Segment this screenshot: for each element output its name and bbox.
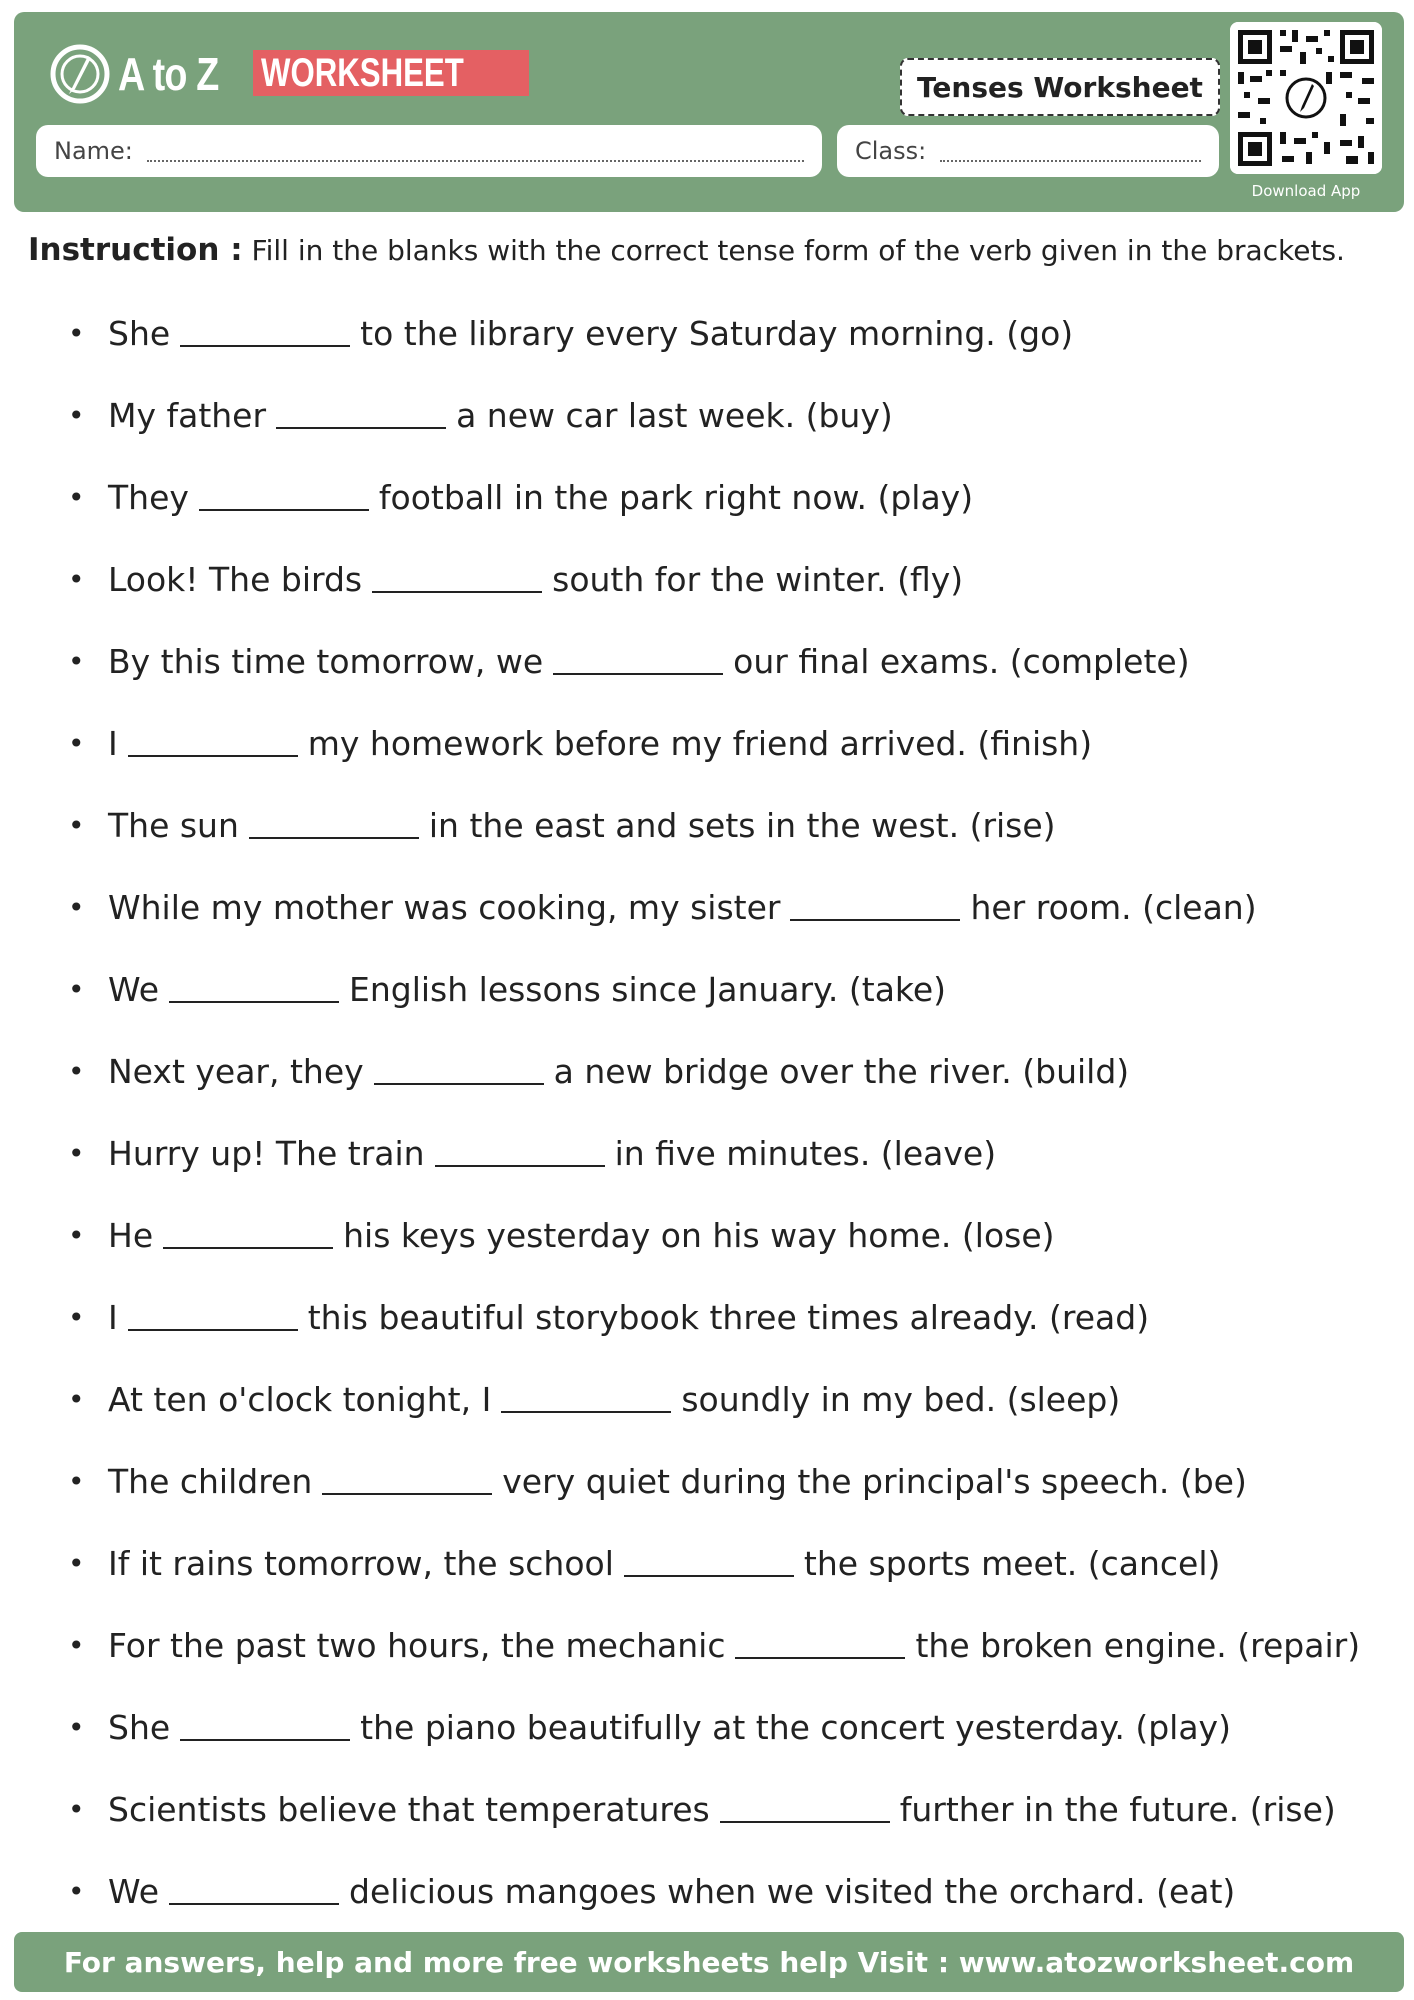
list-item bbox=[68, 702, 1368, 784]
bullet-icon: • bbox=[68, 1710, 85, 1744]
class-field[interactable] bbox=[837, 125, 1219, 177]
logo-highlight: WORKSHEET bbox=[253, 50, 529, 96]
question-text-before: The children bbox=[108, 1461, 313, 1501]
question-list bbox=[68, 292, 1368, 1932]
bullet-icon: • bbox=[68, 480, 85, 514]
question-text-before: While my mother was cooking, my sister bbox=[108, 887, 781, 927]
list-item bbox=[68, 1850, 1368, 1932]
question-text-after: in the east and sets in the west. (rise) bbox=[428, 805, 1056, 845]
question-text-after: her room. (clean) bbox=[970, 887, 1257, 927]
list-item bbox=[68, 1604, 1368, 1686]
question-text-before: She bbox=[108, 313, 171, 353]
question-text-before: I bbox=[108, 723, 118, 763]
answer-blank[interactable] bbox=[553, 647, 723, 675]
question-text-before: Scientists believe that temperatures bbox=[108, 1789, 710, 1829]
answer-blank[interactable] bbox=[128, 1303, 298, 1331]
question-text-after: this beautiful storybook three times already. (read) bbox=[307, 1297, 1150, 1337]
bullet-icon: • bbox=[68, 562, 85, 596]
list-item bbox=[68, 374, 1368, 456]
question-text-after: a new bridge over the river. (build) bbox=[553, 1051, 1130, 1091]
bullet-icon: • bbox=[68, 644, 85, 678]
worksheet-title: Tenses Worksheet bbox=[900, 58, 1220, 116]
qr-code-icon[interactable] bbox=[1230, 22, 1382, 174]
question-text-after: his keys yesterday on his way home. (lose) bbox=[343, 1215, 1055, 1255]
instruction-text: Fill in the blanks with the correct tense form of the verb given in the brackets. bbox=[242, 234, 1345, 267]
question-text-after: south for the winter. (fly) bbox=[552, 559, 964, 599]
answer-blank[interactable] bbox=[169, 1877, 339, 1905]
answer-blank[interactable] bbox=[276, 401, 446, 429]
answer-blank[interactable] bbox=[790, 893, 960, 921]
question-text-after: very quiet during the principal's speech. (be) bbox=[502, 1461, 1247, 1501]
bullet-icon: • bbox=[68, 1874, 85, 1908]
question-text-after: the broken engine. (repair) bbox=[915, 1625, 1361, 1665]
compass-pencil-icon bbox=[48, 42, 112, 106]
instruction-label: Instruction : bbox=[28, 232, 243, 268]
bullet-icon: • bbox=[68, 1546, 85, 1580]
bullet-icon: • bbox=[68, 316, 85, 350]
question-text-before: The sun bbox=[108, 805, 239, 845]
list-item bbox=[68, 1440, 1368, 1522]
list-item bbox=[68, 620, 1368, 702]
question-text-after: the piano beautifully at the concert yesterday. (play) bbox=[360, 1707, 1231, 1747]
question-text-after: in five minutes. (leave) bbox=[614, 1133, 997, 1173]
question-text-after: my homework before my friend arrived. (finish) bbox=[307, 723, 1093, 763]
question-text-before: For the past two hours, the mechanic bbox=[108, 1625, 726, 1665]
list-item bbox=[68, 1768, 1368, 1850]
answer-blank[interactable] bbox=[180, 1713, 350, 1741]
list-item bbox=[68, 1686, 1368, 1768]
answer-blank[interactable] bbox=[180, 319, 350, 347]
bullet-icon: • bbox=[68, 1218, 85, 1252]
list-item bbox=[68, 1030, 1368, 1112]
class-dotted-line bbox=[940, 140, 1201, 162]
answer-blank[interactable] bbox=[372, 565, 542, 593]
answer-blank[interactable] bbox=[169, 975, 339, 1003]
question-text-before: At ten o'clock tonight, I bbox=[108, 1379, 492, 1419]
question-text-before: I bbox=[108, 1297, 118, 1337]
list-item bbox=[68, 292, 1368, 374]
answer-blank[interactable] bbox=[249, 811, 419, 839]
list-item bbox=[68, 784, 1368, 866]
list-item bbox=[68, 866, 1368, 948]
answer-blank[interactable] bbox=[735, 1631, 905, 1659]
question-text-before: Look! The birds bbox=[108, 559, 363, 599]
bullet-icon: • bbox=[68, 398, 85, 432]
instruction bbox=[28, 232, 1345, 268]
answer-blank[interactable] bbox=[624, 1549, 794, 1577]
question-text-after: to the library every Saturday morning. (go) bbox=[360, 313, 1074, 353]
logo-text: A to Z bbox=[118, 48, 219, 100]
question-text-after: our final exams. (complete) bbox=[733, 641, 1190, 681]
footer-banner[interactable]: For answers, help and more free worksheets help Visit : www.atozworksheet.com bbox=[14, 1932, 1404, 1992]
question-text-after: further in the future. (rise) bbox=[899, 1789, 1336, 1829]
question-text-before: If it rains tomorrow, the school bbox=[108, 1543, 614, 1583]
bullet-icon: • bbox=[68, 1382, 85, 1416]
question-text-after: English lessons since January. (take) bbox=[349, 969, 947, 1009]
question-text-after: the sports meet. (cancel) bbox=[803, 1543, 1221, 1583]
question-text-after: soundly in my bed. (sleep) bbox=[681, 1379, 1121, 1419]
name-dotted-line bbox=[147, 140, 804, 162]
list-item bbox=[68, 456, 1368, 538]
answer-blank[interactable] bbox=[128, 729, 298, 757]
question-text-before: He bbox=[108, 1215, 154, 1255]
list-item bbox=[68, 1112, 1368, 1194]
bullet-icon: • bbox=[68, 1054, 85, 1088]
answer-blank[interactable] bbox=[374, 1057, 544, 1085]
answer-blank[interactable] bbox=[501, 1385, 671, 1413]
question-text-before: She bbox=[108, 1707, 171, 1747]
name-label: Name: bbox=[54, 137, 133, 165]
bullet-icon: • bbox=[68, 1136, 85, 1170]
bullet-icon: • bbox=[68, 1464, 85, 1498]
name-field[interactable] bbox=[36, 125, 822, 177]
list-item bbox=[68, 1358, 1368, 1440]
question-text-before: They bbox=[108, 477, 189, 517]
question-text-after: a new car last week. (buy) bbox=[456, 395, 893, 435]
list-item bbox=[68, 948, 1368, 1030]
list-item bbox=[68, 538, 1368, 620]
bullet-icon: • bbox=[68, 890, 85, 924]
question-text-before: We bbox=[108, 969, 159, 1009]
question-text-after: football in the park right now. (play) bbox=[378, 477, 974, 517]
answer-blank[interactable] bbox=[163, 1221, 333, 1249]
list-item bbox=[68, 1276, 1368, 1358]
question-text-before: Hurry up! The train bbox=[108, 1133, 425, 1173]
bullet-icon: • bbox=[68, 1792, 85, 1826]
question-text-after: delicious mangoes when we visited the orchard. (eat) bbox=[349, 1871, 1236, 1911]
question-text-before: We bbox=[108, 1871, 159, 1911]
bullet-icon: • bbox=[68, 1628, 85, 1662]
bullet-icon: • bbox=[68, 972, 85, 1006]
bullet-icon: • bbox=[68, 726, 85, 760]
question-text-before: My father bbox=[108, 395, 267, 435]
class-label: Class: bbox=[855, 137, 927, 165]
question-text-before: By this time tomorrow, we bbox=[108, 641, 544, 681]
answer-blank[interactable] bbox=[435, 1139, 605, 1167]
question-text-before: Next year, they bbox=[108, 1051, 364, 1091]
bullet-icon: • bbox=[68, 1300, 85, 1334]
list-item bbox=[68, 1522, 1368, 1604]
site-logo[interactable] bbox=[48, 42, 464, 106]
list-item bbox=[68, 1194, 1368, 1276]
worksheet-header bbox=[14, 12, 1404, 212]
bullet-icon: • bbox=[68, 808, 85, 842]
qr-caption: Download App bbox=[1251, 182, 1361, 200]
answer-blank[interactable] bbox=[199, 483, 369, 511]
answer-blank[interactable] bbox=[720, 1795, 890, 1823]
answer-blank[interactable] bbox=[322, 1467, 492, 1495]
